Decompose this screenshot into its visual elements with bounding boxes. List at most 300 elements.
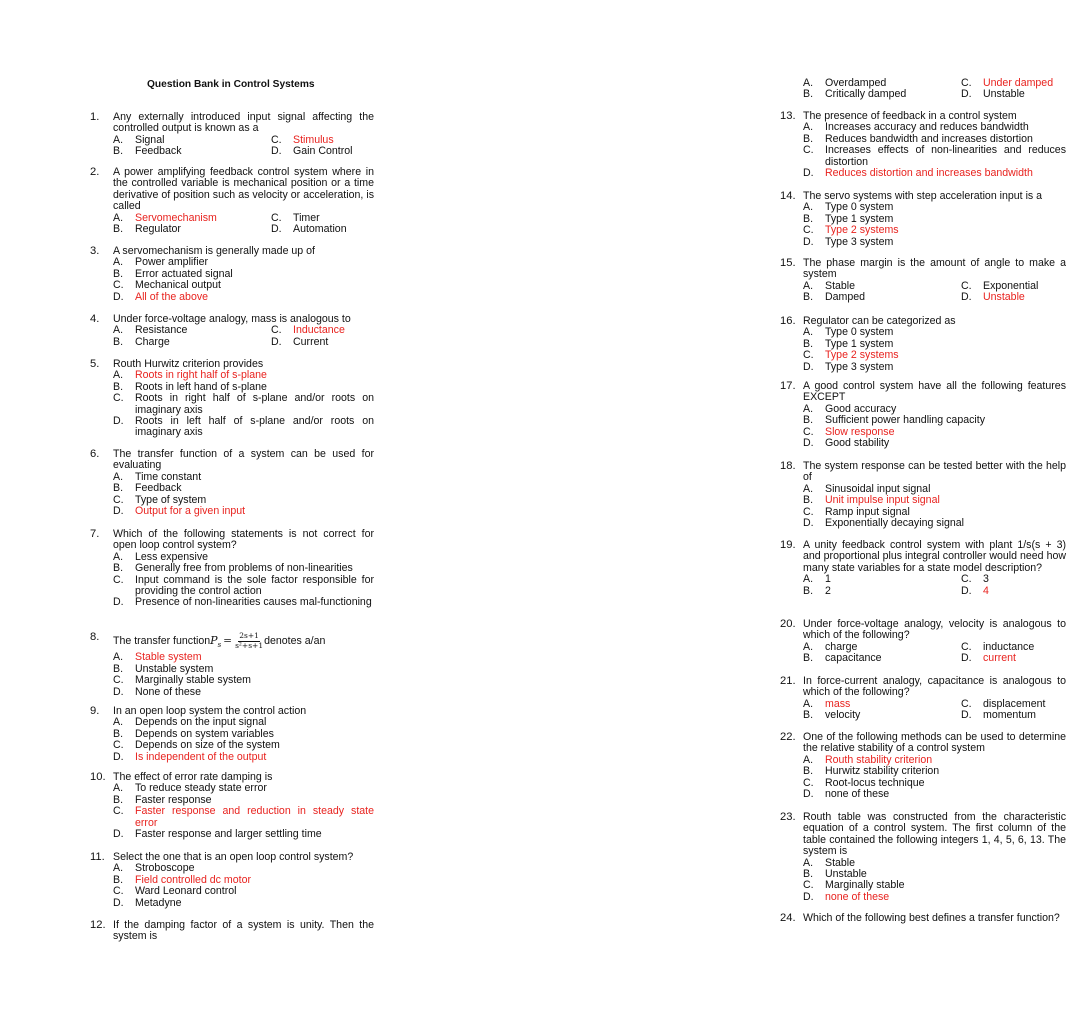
- option-text: capacitance: [825, 652, 882, 665]
- answer-options: [780, 755, 1066, 801]
- answer-option[interactable]: [961, 89, 1066, 100]
- option-letter: D.: [113, 828, 124, 841]
- option-text: displacement: [983, 697, 1046, 710]
- option-text: Slow response: [825, 425, 895, 438]
- question-stem: [90, 920, 374, 943]
- answer-options: [780, 858, 1066, 904]
- answer-option[interactable]: [961, 574, 1066, 585]
- option-text: Faster response and larger settling time: [135, 828, 322, 841]
- option-letter: C.: [113, 739, 124, 752]
- option-text: mass: [825, 697, 851, 710]
- option-letter: D.: [113, 415, 124, 428]
- option-text: Charge: [135, 335, 170, 348]
- answer-option[interactable]: [803, 438, 1066, 449]
- answer-options: [90, 472, 374, 518]
- answer-option[interactable]: [803, 766, 1066, 777]
- question-stem: [90, 632, 374, 651]
- option-letter: D.: [271, 145, 282, 158]
- option-text: Exponentially decaying signal: [825, 517, 964, 530]
- option-text: Type 0 system: [825, 326, 894, 339]
- option-letter: A.: [113, 256, 124, 269]
- option-text: Timer: [293, 211, 320, 224]
- answer-options: [780, 202, 1066, 248]
- question-block: [780, 191, 1066, 248]
- option-text: Stimulus: [293, 133, 334, 146]
- correct-answer-option[interactable]: [803, 225, 1066, 236]
- option-letter: B.: [803, 414, 814, 427]
- option-letter: D.: [961, 652, 972, 665]
- question-block: [780, 111, 1066, 179]
- answer-option[interactable]: [113, 675, 374, 686]
- correct-answer-option[interactable]: [113, 652, 374, 663]
- fraction-denominator: s²+s+1: [235, 640, 264, 650]
- option-text: Stable: [825, 279, 856, 292]
- correct-answer-option[interactable]: [803, 168, 1066, 179]
- option-text: Roots in left half of s-plane and/or roots on imaginary axis: [135, 415, 374, 439]
- option-text: Exponential: [983, 279, 1039, 292]
- question-text: Under force-voltage analogy, mass is analogous to: [113, 313, 351, 325]
- option-text: Regulator: [135, 223, 181, 236]
- option-letter: A.: [803, 573, 814, 586]
- option-letter: A.: [113, 782, 124, 795]
- option-text: 2: [825, 584, 831, 597]
- question-block: [90, 246, 374, 303]
- answer-option[interactable]: [113, 337, 271, 348]
- question-number: 18.: [780, 460, 796, 472]
- question-number: 22.: [780, 731, 796, 743]
- option-letter: C.: [113, 805, 124, 818]
- option-text: Inductance: [293, 324, 345, 337]
- page-title: Question Bank in Control Systems: [147, 79, 315, 90]
- answer-options: [780, 574, 1066, 597]
- question-stem: [90, 112, 374, 135]
- answer-option[interactable]: [803, 518, 1066, 529]
- question-block: [780, 381, 1066, 449]
- option-text: none of these: [825, 788, 890, 801]
- option-text: Type 1 system: [825, 212, 894, 225]
- correct-answer-option[interactable]: [113, 752, 374, 763]
- option-letter: B.: [803, 709, 814, 722]
- option-letter: D.: [961, 291, 972, 304]
- answer-options: [780, 699, 1066, 722]
- answer-options: [90, 325, 374, 348]
- option-letter: C.: [803, 349, 814, 362]
- question-number: 24.: [780, 912, 796, 924]
- option-letter: A.: [803, 753, 814, 766]
- question-text: The effect of error rate damping is: [113, 771, 273, 783]
- option-letter: C.: [803, 224, 814, 237]
- option-text: Type 0 system: [825, 201, 894, 214]
- option-letter: C.: [113, 885, 124, 898]
- option-letter: B.: [113, 662, 124, 675]
- question-number: 15.: [780, 257, 796, 269]
- answer-option[interactable]: [803, 586, 961, 597]
- question-number: 21.: [780, 675, 796, 687]
- question-block: [90, 852, 374, 909]
- question-text: If the damping factor of a system is unity. Then the system is: [113, 919, 374, 943]
- option-text: Unit impulse input signal: [825, 494, 940, 507]
- option-text: Sinusoidal input signal: [825, 482, 931, 495]
- option-text: Hurwitz stability criterion: [825, 765, 940, 778]
- question-block: [90, 632, 374, 698]
- option-letter: D.: [803, 437, 814, 450]
- correct-answer-option[interactable]: [803, 892, 1066, 903]
- question-block: [90, 920, 374, 943]
- question-number: 3.: [90, 245, 100, 257]
- option-letter: C.: [803, 776, 814, 789]
- option-letter: A.: [803, 697, 814, 710]
- option-letter: A.: [803, 77, 814, 89]
- option-letter: A.: [803, 326, 814, 339]
- option-text: Root-locus technique: [825, 776, 925, 789]
- option-letter: C.: [113, 674, 124, 687]
- option-text: Current: [293, 335, 329, 348]
- option-text: Power amplifier: [135, 256, 209, 269]
- answer-option[interactable]: [113, 575, 374, 598]
- option-text: Time constant: [135, 470, 202, 483]
- option-letter: A.: [803, 856, 814, 869]
- answer-option[interactable]: [113, 483, 374, 494]
- option-letter: D.: [803, 167, 814, 180]
- question-number: 14.: [780, 190, 796, 202]
- question-text: A unity feedback control system with plant 1/s(s + 3) and proportional plus integral controller would need how many state variables for a state model description?: [803, 539, 1066, 574]
- answer-options: [780, 404, 1066, 450]
- option-text: Unstable: [983, 88, 1025, 101]
- option-text: Roots in right half of s-plane: [135, 369, 267, 382]
- answer-options: [90, 783, 374, 840]
- question-text-after: denotes a/an: [264, 634, 326, 647]
- option-letter: C.: [113, 392, 124, 405]
- option-letter: C.: [961, 697, 972, 710]
- question-block: [780, 619, 1066, 665]
- option-letter: A.: [113, 862, 124, 875]
- question-text: Which of the following statements is not correct for open loop control system?: [113, 528, 374, 552]
- correct-answer-option[interactable]: [803, 350, 1066, 361]
- option-letter: C.: [803, 144, 814, 157]
- option-text: Feedback: [135, 482, 182, 495]
- question-stem: [780, 316, 1066, 327]
- option-letter: C.: [113, 279, 124, 292]
- formula-equals: =: [223, 634, 233, 647]
- fraction-numerator: 2s+1: [239, 631, 259, 640]
- answer-option[interactable]: [113, 224, 271, 235]
- correct-answer-option[interactable]: [961, 653, 1066, 664]
- option-text: Depends on system variables: [135, 727, 274, 740]
- option-letter: C.: [113, 493, 124, 506]
- option-letter: A.: [113, 716, 124, 729]
- option-text: To reduce steady state error: [135, 782, 267, 795]
- option-letter: A.: [803, 402, 814, 415]
- option-letter: D.: [113, 505, 124, 518]
- answer-option[interactable]: [271, 337, 374, 348]
- option-letter: C.: [803, 505, 814, 518]
- answer-option[interactable]: [271, 224, 374, 235]
- question-block: [90, 167, 374, 235]
- option-text: none of these: [825, 890, 890, 903]
- question-text: The phase margin is the amount of angle to make a system: [803, 257, 1066, 281]
- option-letter: C.: [803, 425, 814, 438]
- question-block: [90, 314, 374, 348]
- question-block: [90, 706, 374, 763]
- answer-options: [780, 484, 1066, 530]
- option-letter: D.: [113, 685, 124, 698]
- question-block: [780, 461, 1066, 529]
- question-number: 17.: [780, 380, 796, 392]
- option-letter: D.: [113, 896, 124, 909]
- option-text: Mechanical output: [135, 279, 221, 292]
- option-text: Is independent of the output: [135, 750, 267, 763]
- option-text: Less expensive: [135, 550, 209, 563]
- option-text: Servomechanism: [135, 211, 217, 224]
- answer-option[interactable]: [803, 415, 1066, 426]
- option-letter: C.: [803, 879, 814, 892]
- answer-option[interactable]: [803, 145, 1066, 168]
- option-text: Damped: [825, 291, 866, 304]
- option-text: Faster response: [135, 793, 212, 806]
- question-text: A power amplifying feedback control system where in the controlled variable is mechanical position or a time derivative of position such as velocity or acceleration, is called: [113, 166, 374, 213]
- option-letter: A.: [113, 369, 124, 382]
- option-letter: D.: [961, 584, 972, 597]
- option-text: charge: [825, 640, 858, 653]
- option-letter: B.: [803, 765, 814, 778]
- option-text: Unstable: [983, 291, 1025, 304]
- option-letter: D.: [271, 223, 282, 236]
- answer-option[interactable]: [113, 597, 374, 608]
- option-text: Type 3 system: [825, 360, 894, 373]
- answer-options: [780, 122, 1066, 179]
- question-text: In an open loop system the control action: [113, 705, 307, 717]
- answer-option[interactable]: [271, 146, 374, 157]
- option-text: Type 2 systems: [825, 349, 899, 362]
- question-stem: [780, 258, 1066, 281]
- option-text: Faster response and reduction in steady state error: [135, 805, 374, 829]
- option-text: Gain Control: [293, 145, 353, 158]
- option-text: Sufficient power handling capacity: [825, 414, 985, 427]
- option-letter: C.: [271, 211, 282, 224]
- answer-option[interactable]: [803, 362, 1066, 373]
- option-text: Metadyne: [135, 896, 182, 909]
- answer-options: [780, 642, 1066, 665]
- option-letter: A.: [113, 133, 124, 146]
- option-text: momentum: [983, 709, 1036, 722]
- correct-answer-option[interactable]: [961, 292, 1066, 303]
- transfer-function-fraction: [235, 632, 263, 650]
- answer-options: [780, 327, 1066, 373]
- option-text: Marginally stable system: [135, 674, 251, 687]
- question-text: Routh table was constructed from the characteristic equation of a control system. The first column of the table contained the following integers 1, 4, 5, 6, 13. The system is: [803, 811, 1066, 858]
- correct-answer-option[interactable]: [961, 586, 1066, 597]
- correct-answer-option[interactable]: [113, 506, 374, 517]
- question-stem: [90, 852, 374, 863]
- option-letter: C.: [271, 133, 282, 146]
- formula-variable: P: [210, 633, 218, 647]
- question-text: Select the one that is an open loop control system?: [113, 851, 354, 863]
- question-number: 5.: [90, 358, 100, 370]
- question-block: [90, 772, 374, 840]
- option-letter: C.: [961, 77, 972, 89]
- answer-option[interactable]: [803, 789, 1066, 800]
- question-stem: [780, 461, 1066, 484]
- option-letter: D.: [271, 335, 282, 348]
- option-letter: B.: [113, 223, 124, 236]
- question-number: 10.: [90, 771, 106, 783]
- option-letter: B.: [113, 145, 124, 158]
- option-text: Type 3 system: [825, 235, 894, 248]
- question-block: [780, 316, 1066, 373]
- option-text: Critically damped: [825, 88, 907, 101]
- option-letter: D.: [961, 709, 972, 722]
- question-number: 7.: [90, 528, 100, 540]
- option-text: Type 1 system: [825, 337, 894, 350]
- answer-option[interactable]: [113, 886, 374, 897]
- answer-option[interactable]: [113, 563, 374, 574]
- option-text: Feedback: [135, 145, 182, 158]
- question-number: 4.: [90, 313, 100, 325]
- question-number: 11.: [90, 851, 105, 863]
- option-letter: B.: [113, 793, 124, 806]
- question-text: Regulator can be categorized as: [803, 315, 956, 327]
- option-text: Generally free from problems of non-linearities: [135, 562, 353, 575]
- question-stem: [90, 167, 374, 213]
- answer-option[interactable]: [113, 280, 374, 291]
- question-block: [780, 258, 1066, 304]
- option-letter: B.: [803, 212, 814, 225]
- option-text: Reduces distortion and increases bandwidth: [825, 167, 1033, 180]
- answer-option[interactable]: [113, 829, 374, 840]
- option-letter: A.: [803, 640, 814, 653]
- question-number: 1.: [90, 111, 100, 123]
- question-text: The system response can be tested better with the help of: [803, 460, 1066, 484]
- answer-option[interactable]: [113, 898, 374, 909]
- option-text: Error actuated signal: [135, 267, 233, 280]
- option-letter: B.: [803, 88, 814, 101]
- question-stem: [780, 381, 1066, 404]
- answer-option[interactable]: [113, 146, 271, 157]
- option-letter: D.: [803, 517, 814, 530]
- option-text: Marginally stable: [825, 879, 905, 892]
- option-letter: A.: [113, 211, 124, 224]
- question-text: Under force-voltage analogy, velocity is analogous to which of the following?: [803, 618, 1066, 642]
- question-block: [780, 676, 1066, 722]
- question-text: A good control system have all the following features EXCEPT: [803, 380, 1066, 404]
- question-number: 9.: [90, 705, 100, 717]
- option-letter: B.: [113, 562, 124, 575]
- option-letter: B.: [803, 868, 814, 881]
- answer-option[interactable]: [803, 292, 961, 303]
- option-letter: B.: [113, 267, 124, 280]
- question-text: [113, 632, 374, 651]
- option-text: Routh stability criterion: [825, 753, 933, 766]
- answer-option[interactable]: [113, 416, 374, 439]
- question-number: 13.: [780, 110, 796, 122]
- question-stem: [780, 540, 1066, 574]
- question-number: 20.: [780, 618, 796, 630]
- answer-option[interactable]: [113, 393, 374, 416]
- option-text: Stable: [825, 856, 856, 869]
- option-letter: A.: [113, 550, 124, 563]
- question-stem: [90, 449, 374, 472]
- option-text: Type of system: [135, 493, 207, 506]
- option-letter: D.: [113, 596, 124, 609]
- option-text: Unstable: [825, 868, 867, 881]
- option-text: Good stability: [825, 437, 890, 450]
- answer-option[interactable]: [803, 710, 961, 721]
- answer-option[interactable]: [961, 710, 1066, 721]
- answer-option[interactable]: [803, 653, 961, 664]
- option-letter: A.: [803, 121, 814, 134]
- answer-options: [90, 370, 374, 438]
- question-number: 8.: [90, 631, 100, 643]
- question-stem: [90, 529, 374, 552]
- option-text: inductance: [983, 640, 1035, 653]
- correct-answer-option[interactable]: [803, 495, 1066, 506]
- option-letter: B.: [803, 337, 814, 350]
- option-letter: A.: [113, 324, 124, 337]
- answer-option[interactable]: [803, 89, 961, 100]
- option-letter: B.: [803, 132, 814, 145]
- answer-option[interactable]: [113, 740, 374, 751]
- question-block: [780, 732, 1066, 800]
- answer-options: [90, 717, 374, 763]
- option-letter: D.: [803, 360, 814, 373]
- answer-options: [780, 78, 1066, 101]
- option-text: Stroboscope: [135, 862, 195, 875]
- question-text: Routh Hurwitz criterion provides: [113, 358, 264, 370]
- option-text: Output for a given input: [135, 505, 246, 518]
- answer-option[interactable]: [113, 687, 374, 698]
- question-stem: [780, 619, 1066, 642]
- option-letter: C.: [271, 324, 282, 337]
- option-text: Automation: [293, 223, 347, 236]
- question-text: The servo systems with step acceleration input is a: [803, 190, 1043, 202]
- question-text: Any externally introduced input signal affecting the controlled output is known as a: [113, 111, 374, 135]
- option-text: current: [983, 652, 1016, 665]
- answer-options: [90, 552, 374, 609]
- option-letter: D.: [803, 235, 814, 248]
- question-text-before: The transfer function: [113, 634, 211, 647]
- option-text: Stable system: [135, 651, 202, 664]
- option-text: Field controlled dc motor: [135, 873, 251, 886]
- correct-answer-option[interactable]: [113, 292, 374, 303]
- option-letter: A.: [803, 201, 814, 214]
- option-text: Roots in left hand of s-plane: [135, 380, 267, 393]
- question-number: 12.: [90, 919, 106, 931]
- option-letter: D.: [113, 290, 124, 303]
- question-text: In force-current analogy, capacitance is analogous to which of the following?: [803, 675, 1066, 699]
- question-block: [780, 812, 1066, 903]
- answer-option[interactable]: [803, 237, 1066, 248]
- question-text: One of the following methods can be used to determine the relative stability of a control system: [803, 731, 1066, 755]
- question-block: [90, 359, 374, 439]
- option-text: Good accuracy: [825, 402, 897, 415]
- option-text: Depends on the input signal: [135, 716, 267, 729]
- question-text: The presence of feedback in a control system: [803, 110, 1017, 122]
- question-block: [90, 112, 374, 158]
- option-letter: B.: [113, 727, 124, 740]
- option-text: Ward Leonard control: [135, 885, 237, 898]
- question-block: [780, 78, 1066, 101]
- answer-options: [90, 257, 374, 303]
- option-letter: B.: [113, 873, 124, 886]
- question-text: A servomechanism is generally made up of: [113, 245, 315, 257]
- question-text: Which of the following best defines a transfer function?: [803, 912, 1060, 924]
- question-stem: [780, 913, 1066, 924]
- correct-answer-option[interactable]: [113, 806, 374, 829]
- question-block: [780, 540, 1066, 597]
- answer-option[interactable]: [803, 574, 961, 585]
- option-letter: D.: [961, 88, 972, 101]
- option-text: velocity: [825, 709, 861, 722]
